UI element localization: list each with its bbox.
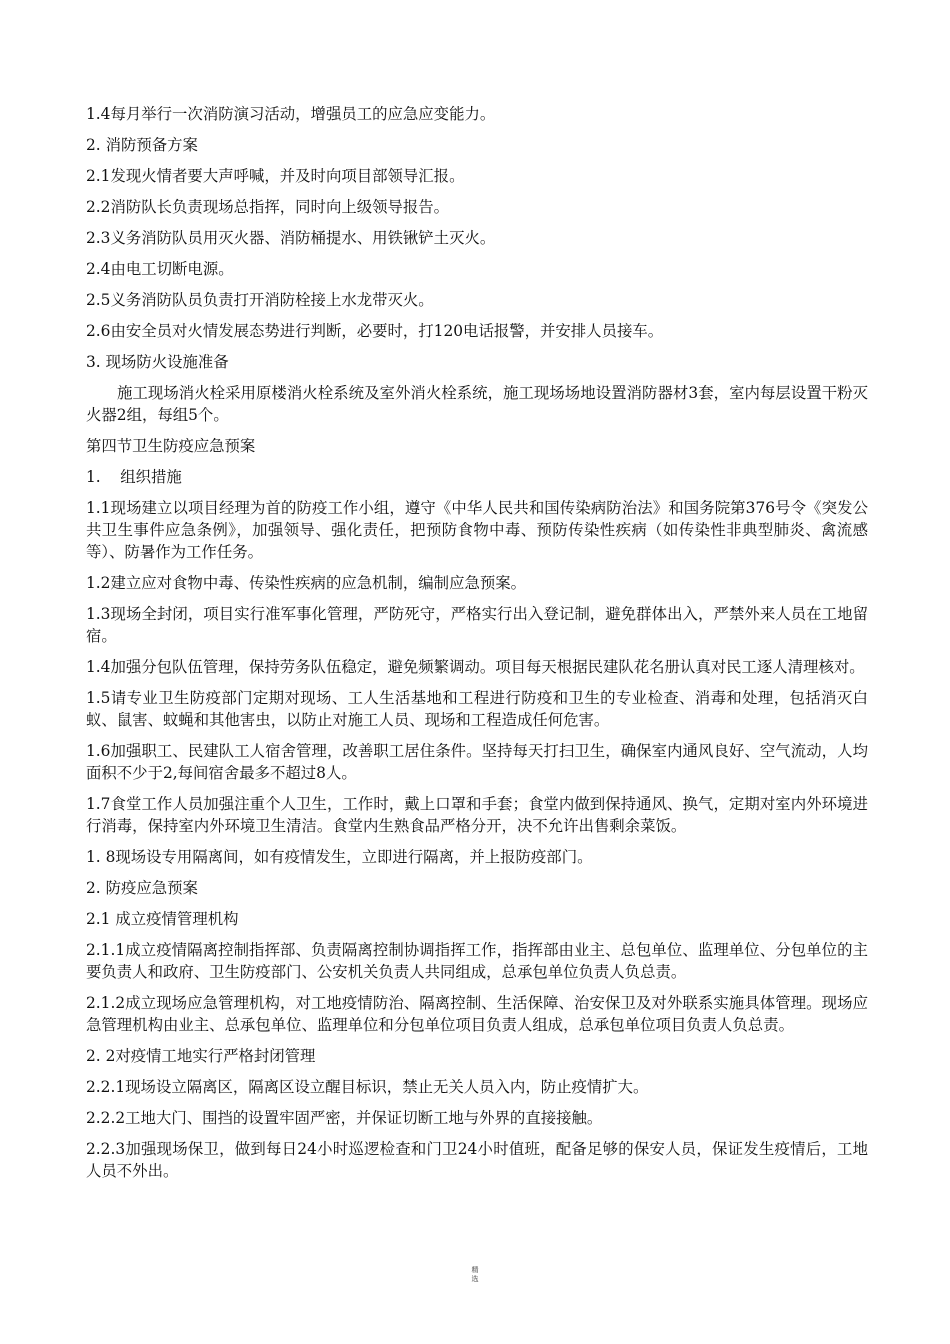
paragraph-2-6: 2.6由安全员对火情发展态势进行判断，必要时，打120电话报警，并安排人员接车。 — [86, 322, 664, 340]
paragraph-1-6: 1.6加强职工、民建队工人宿舍管理，改善职工居住条件。坚持每天打扫卫生，确保室内通风良好、空气流动，人均面积不少于2,每间宿舍最多不超过8人。 — [86, 742, 868, 782]
paragraph-1-5: 1.5请专业卫生防疫部门定期对现场、工人生活基地和工程进行防疫和卫生的专业检查、消毒和处理，包括消灭白蚁、鼠害、蚊蝇和其他害虫，以防止对施工人员、现场和工程造成任何危害。 — [86, 689, 868, 729]
paragraph-1-3: 1.3现场全封闭，项目实行准军事化管理，严防死守，严格实行出入登记制，避免群体出入，严禁外来人员在工地留宿。 — [86, 605, 868, 645]
paragraph-1-1: 1.1现场建立以项目经理为首的防疫工作小组，遵守《中华人民共和国传染病防治法》和国务院第376号令《突发公共卫生事件应急条例》，加强领导、强化责任，把预防食物中毒、预防传染性疾病（如传染性非典型肺炎、禽流感等）、防暑作为工作任务。 — [86, 499, 868, 561]
heading-epidemic-plan: 2. 防疫应急预案 — [86, 879, 198, 897]
paragraph-2-3: 2.3义务消防队员用灭火器、消防桶提水、用铁锹铲土灭火。 — [86, 229, 496, 247]
paragraph-2-1: 2.1发现火情者要大声呼喊，并及时向项目部领导汇报。 — [86, 167, 465, 185]
heading-2-1: 2.1 成立疫情管理机构 — [86, 910, 239, 928]
section-heading-epidemic: 第四节卫生防疫应急预案 — [86, 437, 256, 455]
document-body — [86, 103, 868, 1191]
paragraph-2-2-2: 2.2.2工地大门、围挡的设置牢固严密，并保证切断工地与外界的直接接触。 — [86, 1109, 603, 1127]
paragraph-1-2: 1.2建立应对食物中毒、传染性疾病的应急机制，编制应急预案。 — [86, 574, 527, 592]
heading-2-2: 2. 2对疫情工地实行严格封闭管理 — [86, 1047, 316, 1065]
paragraph-1-4: 1.4加强分包队伍管理，保持劳务队伍稳定，避免频繁调动。项目每天根据民建队花名册认真对民工逐人清理核对。 — [86, 658, 865, 676]
heading-fire-plan: 2. 消防预备方案 — [86, 136, 198, 154]
page-footer-mark — [0, 1266, 950, 1284]
paragraph-2-1-2: 2.1.2成立现场应急管理机构，对工地疫情防治、隔离控制、生活保障、治安保卫及对外联系实施具体管理。现场应急管理机构由业主、总承包单位、监理单位和分包单位项目负责人组成，总承包单位项目负责人负总责。 — [86, 994, 868, 1034]
paragraph-2-1-1: 2.1.1成立疫情隔离控制指挥部、负责隔离控制协调指挥工作，指挥部由业主、总包单位、监理单位、分包单位的主要负责人和政府、卫生防疫部门、公安机关负责人共同组成，总承包单位负责人负总责。 — [86, 941, 868, 981]
paragraph-2-2: 2.2消防队长负责现场总指挥，同时向上级领导报告。 — [86, 198, 450, 216]
paragraph-2-2-3: 2.2.3加强现场保卫，做到每日24小时巡逻检查和门卫24小时值班，配备足够的保安人员，保证发生疫情后，工地人员不外出。 — [86, 1140, 868, 1180]
paragraph-1-7: 1.7食堂工作人员加强注重个人卫生，工作时，戴上口罩和手套；食堂内做到保持通风、换气，定期对室内外环境进行消毒，保持室内外环境卫生清洁。食堂内生熟食品严格分开，决不允许出售剩余菜饭。 — [86, 795, 868, 835]
footer-line-1: 精 — [471, 1266, 479, 1274]
heading-fire-facilities: 3. 现场防火设施准备 — [86, 353, 229, 371]
footer-line-2: 选 — [471, 1275, 479, 1283]
paragraph-2-2-1: 2.2.1现场设立隔离区，隔离区设立醒目标识，禁止无关人员入内，防止疫情扩大。 — [86, 1078, 649, 1096]
paragraph-1-8: 1. 8现场设专用隔离间，如有疫情发生，立即进行隔离，并上报防疫部门。 — [86, 848, 593, 866]
paragraph-2-5: 2.5义务消防队员负责打开消防栓接上水龙带灭火。 — [86, 291, 434, 309]
paragraph-1-4-fire-drill: 1.4每月举行一次消防演习活动，增强员工的应急应变能力。 — [86, 105, 496, 123]
paragraph-2-4: 2.4由电工切断电源。 — [86, 260, 234, 278]
heading-organization: 1. 组织措施 — [86, 468, 182, 486]
paragraph-hydrant-system: 施工现场消火栓采用原楼消火栓系统及室外消火栓系统，施工现场场地设置消防器材3套，室内每层设置干粉灭火器2组，每组5个。 — [86, 384, 868, 424]
